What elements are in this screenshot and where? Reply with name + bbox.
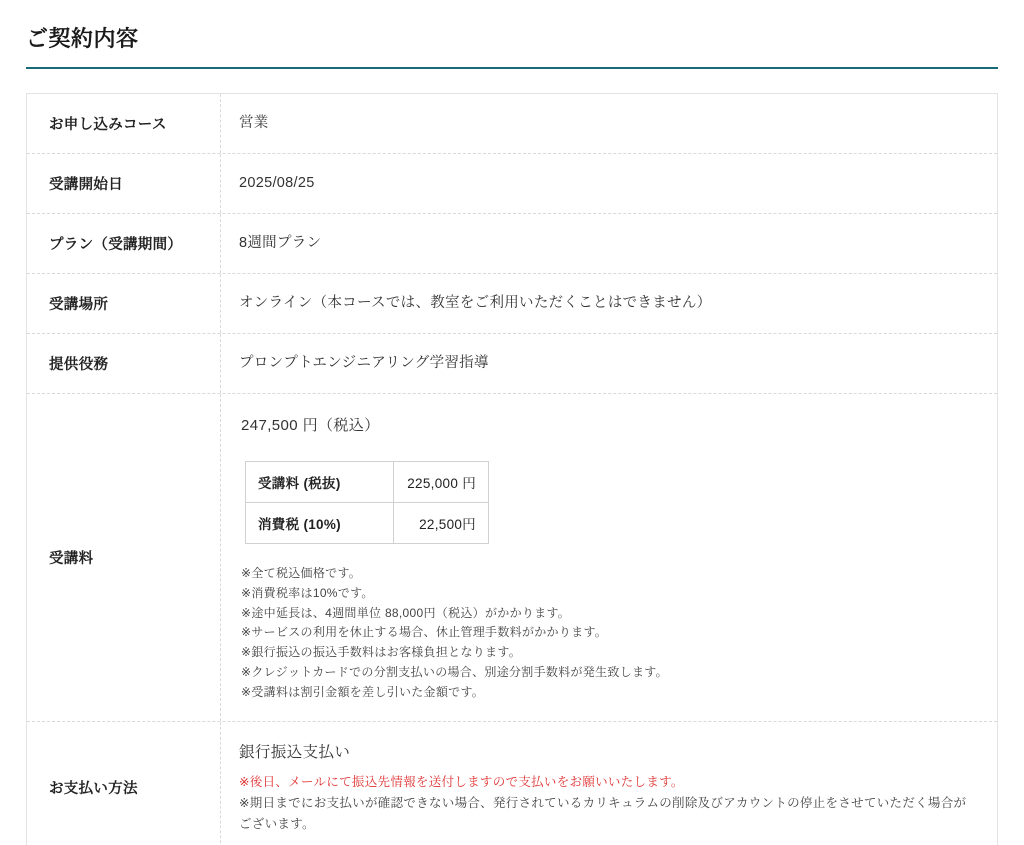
row-label-plan: プラン（受講期間） — [27, 214, 221, 273]
fee-breakdown-label-tax: 消費税 (10%) — [246, 503, 394, 544]
fee-breakdown-row — [246, 503, 489, 544]
plan-value: 8週間プラン — [239, 234, 322, 251]
table-row — [27, 214, 997, 274]
row-value-location — [221, 274, 997, 333]
fee-breakdown-label-base: 受講料 (税抜) — [246, 462, 394, 503]
row-label-service: 提供役務 — [27, 334, 221, 393]
page-title: ご契約内容 — [26, 26, 139, 51]
fee-breakdown-row — [246, 462, 489, 503]
table-row — [27, 274, 997, 334]
row-value-course — [221, 94, 997, 153]
fee-breakdown-table — [245, 461, 489, 544]
fee-note: ※全て税込価格です。 — [241, 566, 362, 580]
table-row — [27, 334, 997, 394]
row-value-service — [221, 334, 997, 393]
row-label-payment: お支払い方法 — [27, 722, 221, 845]
row-value-start-date — [221, 154, 997, 213]
location-value: オンライン（本コースでは、教室をご利用いただくことはできません） — [239, 294, 712, 311]
fee-breakdown-value-tax: 22,500円 — [394, 503, 489, 544]
payment-alert-text: ※後日、メールにて振込先情報を送付しますので支払いをお願いいたします。 — [239, 774, 684, 789]
fee-note: ※クレジットカードでの分割支払いの場合、別途分割手数料が発生致します。 — [241, 664, 668, 679]
fee-breakdown-value-base: 225,000 円 — [394, 462, 489, 503]
start-date-value: 2025/08/25 — [239, 174, 315, 191]
row-value-plan — [221, 214, 997, 273]
fee-note: ※サービスの利用を休止する場合、休止管理手数料がかかります。 — [241, 625, 608, 640]
course-value: 営業 — [239, 114, 269, 131]
service-value: プロンプトエンジニアリング学習指導 — [239, 354, 489, 371]
row-value-payment — [221, 722, 997, 845]
row-value-fee — [221, 394, 997, 721]
fee-note: ※途中延長は、4週間単位 88,000円（税込）がかかります。 — [241, 605, 571, 620]
table-row — [27, 154, 997, 214]
fee-notes — [241, 564, 977, 703]
contract-details-table — [26, 93, 998, 845]
payment-note-text: ※期日までにお支払いが確認できない場合、発行されているカリキュラムの削除及びアカウントの停止をさせていただく場合がございます。 — [239, 795, 967, 832]
fee-total: 247,500 円（税込） — [241, 417, 380, 434]
row-label-location: 受講場所 — [27, 274, 221, 333]
payment-method-value: 銀行振込支払い — [239, 743, 351, 761]
table-row — [27, 94, 997, 154]
table-row-fee — [27, 394, 997, 722]
row-label-course: お申し込みコース — [27, 94, 221, 153]
row-label-start-date: 受講開始日 — [27, 154, 221, 213]
table-row-payment — [27, 722, 997, 845]
row-label-fee: 受講料 — [27, 394, 221, 721]
fee-note: ※受講料は割引金額を差し引いた金額です。 — [241, 684, 485, 699]
title-divider — [26, 67, 998, 69]
fee-note: ※銀行振込の振込手数料はお客様負担となります。 — [241, 645, 521, 660]
fee-note: ※消費税率は10%です。 — [241, 585, 374, 600]
